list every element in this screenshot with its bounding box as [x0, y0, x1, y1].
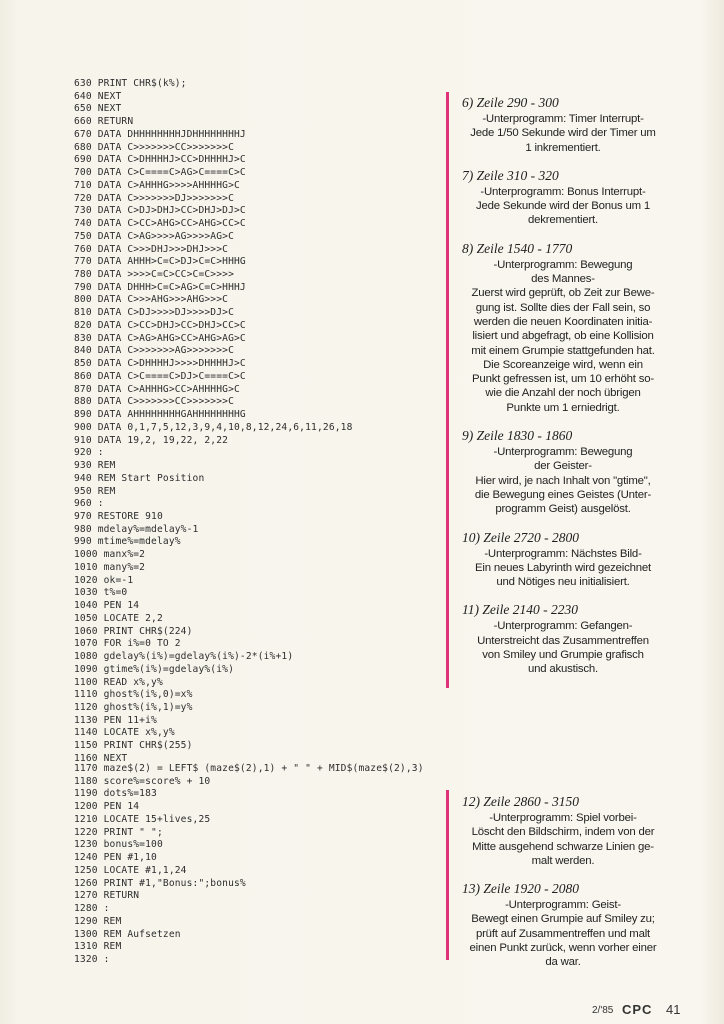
note-heading: 10) Zeile 2720 - 2800 [462, 529, 579, 545]
code-line: 720 DATA C>>>>>>>DJ>>>>>>>C [74, 192, 234, 204]
code-line: 1170 maze$(2) = LEFT$ (maze$(2),1) + " " + MID$(maze$(2),3) [74, 763, 424, 774]
note-line: einen Punkt zurück, wenn vorher einer [469, 942, 657, 955]
note-heading: 7) Zeile 310 - 320 [462, 167, 559, 183]
code-line: 1040 PEN 14 [74, 600, 140, 612]
note-line: malt werden. [531, 854, 595, 867]
note-heading: 6) Zeile 290 - 300 [462, 95, 559, 110]
code-line: 860 DATA C>C====C>DJ>C====C>C [74, 370, 246, 382]
code-line: 830 DATA C>AG>AHG>CC>AHG>AG>C [74, 332, 246, 344]
code-line: 1000 manx%=2 [74, 549, 146, 561]
annotation-note [458, 241, 668, 415]
note-line: von Smiley und Grumpie grafisch [482, 649, 644, 662]
code-line: 1140 LOCATE x%,y% [74, 727, 175, 739]
code-line: 1240 PEN #1,10 [74, 852, 157, 864]
note-line: mit einem Grumpie stattgefunden hat. [471, 344, 655, 357]
code-line: 1320 : [74, 954, 110, 966]
note-body [458, 185, 668, 228]
note-line: -Unterprogramm: Gefangen- [493, 620, 633, 633]
note-line: Unterstreicht das Zusammentreffen [477, 634, 649, 647]
code-line: 1060 PRINT CHR$(224) [74, 625, 193, 637]
code-line: 1020 ok=-1 [74, 574, 134, 586]
code-line: 1110 ghost%(i%,0)=x% [74, 689, 193, 701]
code-line: 810 DATA C>DJ>>>>DJ>>>>DJ>C [74, 307, 234, 319]
note-line: Punkte um 1 erniedrigt. [506, 401, 620, 414]
annotation-note [458, 794, 668, 868]
note-line: da war. [545, 956, 581, 969]
code-line: 910 DATA 19,2, 19,22, 2,22 [74, 434, 229, 446]
magazine-name: CPC [622, 1002, 653, 1017]
code-line: 630 PRINT CHR$(k%); [74, 78, 187, 89]
note-heading: 13) Zeile 1920 - 2080 [462, 881, 579, 897]
note-line: Die Scoreanzeige wird, wenn ein [483, 358, 643, 371]
code-line: 960 : [74, 498, 104, 510]
code-line: 1150 PRINT CHR$(255) [74, 740, 193, 752]
code-line: 780 DATA >>>>C=C>CC>C=C>>>> [74, 269, 234, 281]
note-line: -Unterprogramm: Timer Interrupt- [482, 113, 644, 125]
notes-column-top [458, 95, 668, 690]
code-line: 1120 ghost%(i%,1)=y% [74, 701, 193, 713]
note-line: Jede 1/50 Sekunde wird der Timer um [470, 127, 656, 140]
note-line: -Unterprogramm: Nächstes Bild- [484, 547, 642, 560]
note-line: die Bewegung eines Geistes (Unter- [474, 488, 652, 501]
code-line: 950 REM [74, 485, 116, 497]
code-line: 680 DATA C>>>>>>>CC>>>>>>>C [74, 141, 234, 153]
code-line: 1200 PEN 14 [74, 801, 140, 813]
code-line: 980 mdelay%=mdelay%-1 [74, 523, 199, 535]
code-line: 820 DATA C>CC>DHJ>CC>DHJ>CC>C [74, 319, 246, 331]
annotation-note [458, 168, 668, 228]
code-line: 1250 LOCATE #1,1,24 [74, 864, 187, 876]
note-body [458, 547, 668, 590]
note-line: Bewegt einen Grumpie auf Smiley zu; [471, 913, 655, 926]
note-line: -Unterprogramm: Bewegung [493, 258, 633, 271]
accent-bar-bottom [446, 790, 449, 960]
code-line: 1290 REM [74, 915, 122, 927]
note-line: gung ist. Sollte dies der Fall sein, so [475, 301, 651, 314]
note-line: Jede Sekunde wird der Bonus um 1 [475, 200, 651, 213]
code-line: 840 DATA C>>>>>>>AG>>>>>>>C [74, 345, 234, 357]
note-line: Ein neues Labyrinth wird gezeichnet [475, 561, 651, 574]
code-line: 1210 LOCATE 15+lives,25 [74, 813, 211, 825]
note-body [458, 112, 668, 155]
note-heading: 11) Zeile 2140 - 2230 [462, 602, 578, 618]
annotation-note [458, 602, 668, 676]
code-line: 1220 PRINT " "; [74, 826, 163, 838]
code-line: 800 DATA C>>>AHG>>>AHG>>>C [74, 294, 229, 306]
basic-listing-top [74, 78, 449, 766]
note-body [458, 258, 668, 415]
note-line: wie die Anzahl der noch übrigen [485, 387, 641, 400]
code-line: 640 NEXT [74, 90, 122, 102]
code-line: 850 DATA C>DHHHHJ>>>>DHHHHJ>C [74, 358, 246, 370]
note-line: Mitte ausgehend schwarze Linien ge- [472, 840, 654, 853]
code-line: 900 DATA 0,1,7,5,12,3,9,4,10,8,12,24,6,11,26,18 [74, 421, 353, 433]
note-line: -Unterprogramm: Geist- [505, 899, 621, 912]
note-line: prüft auf Zusammentreffen und malt [475, 927, 651, 940]
code-line: 790 DATA DHHH>C=C>AG>C=C>HHHJ [74, 281, 246, 293]
page-number: 41 [666, 1002, 681, 1017]
note-line: der Geister- [534, 460, 592, 473]
code-line: 1230 bonus%=100 [74, 839, 163, 851]
note-line: 1 inkrementiert. [525, 141, 601, 154]
note-line: -Unterprogramm: Bewegung [493, 446, 633, 459]
issue-label: 2/'85 [592, 1005, 614, 1016]
code-line: 1010 many%=2 [74, 561, 146, 573]
note-line: und Nötiges neu initialisiert. [496, 576, 630, 589]
code-line: 690 DATA C>DHHHHJ>CC>DHHHHJ>C [74, 154, 246, 166]
annotation-note [458, 428, 668, 516]
note-line: werden die neuen Koordinaten initia- [473, 315, 653, 328]
code-line: 1260 PRINT #1,"Bonus:";bonus% [74, 877, 246, 889]
code-line: 1160 NEXT [74, 752, 128, 764]
code-line: 710 DATA C>AHHHG>>>>AHHHHG>C [74, 179, 240, 191]
code-line: 1300 REM Aufsetzen [74, 928, 181, 940]
annotation-note [458, 95, 668, 155]
code-line: 1270 RETURN [74, 890, 140, 902]
note-line: lisiert und abgefragt, ob eine Kollision [472, 330, 654, 343]
note-line: Hier wird, je nach Inhalt von "gtime", [475, 474, 651, 487]
code-line: 970 RESTORE 910 [74, 510, 163, 522]
code-line: 1070 FOR i%=0 TO 2 [74, 638, 181, 650]
code-line: 990 mtime%=mdelay% [74, 536, 181, 548]
code-line: 1190 dots%=183 [74, 788, 157, 800]
note-line: -Unterprogramm: Spiel vorbei- [489, 812, 637, 824]
code-line: 660 RETURN [74, 116, 134, 128]
note-heading: 12) Zeile 2860 - 3150 [462, 794, 579, 809]
note-heading: 8) Zeile 1540 - 1770 [462, 240, 573, 256]
code-line: 1030 t%=0 [74, 587, 128, 599]
code-line: 1310 REM [74, 941, 122, 953]
note-line: Punkt gefressen ist, um 10 erhöht so- [472, 373, 654, 386]
code-line: 750 DATA C>AG>>>>AG>>>>AG>C [74, 230, 234, 242]
note-line: Löscht den Bildschirm, indem von der [471, 826, 655, 839]
code-line: 650 NEXT [74, 103, 122, 115]
code-line: 1090 gtime%(i%)=gdelay%(i%) [74, 663, 234, 675]
code-line: 1100 READ x%,y% [74, 676, 163, 688]
code-line: 940 REM Start Position [74, 472, 205, 484]
code-line: 700 DATA C>C====C>AG>C====C>C [74, 167, 246, 179]
note-line: -Unterprogramm: Bonus Interrupt- [480, 185, 646, 198]
code-line: 880 DATA C>>>>>>>CC>>>>>>>C [74, 396, 234, 408]
code-line: 1080 gdelay%(i%)=gdelay%(i%)-2*(i%+1) [74, 651, 294, 663]
note-body [458, 619, 668, 676]
code-line: 1050 LOCATE 2,2 [74, 612, 163, 624]
code-line: 870 DATA C>AHHHG>CC>AHHHHG>C [74, 383, 240, 395]
note-heading: 9) Zeile 1830 - 1860 [462, 428, 573, 444]
annotation-note [458, 530, 668, 590]
annotation-note [458, 881, 668, 969]
accent-bar-top [446, 92, 449, 688]
code-line: 930 REM [74, 460, 116, 472]
code-line: 1130 PEN 11+i% [74, 714, 157, 726]
code-line: 670 DATA DHHHHHHHHJDHHHHHHHHJ [74, 128, 246, 140]
note-line: und akustisch. [527, 663, 598, 676]
note-line: des Mannes- [531, 273, 595, 286]
page-footer [588, 1003, 718, 1023]
notes-column-bottom [458, 794, 668, 983]
code-line: 760 DATA C>>>DHJ>>>DHJ>>>C [74, 243, 229, 255]
code-line: 740 DATA C>CC>AHG>CC>AHG>CC>C [74, 218, 246, 230]
note-body [458, 811, 668, 868]
note-body [458, 898, 668, 969]
note-line: Zuerst wird geprüft, ob Zeit zur Bewe- [471, 287, 655, 300]
code-line: 1180 score%=score% + 10 [74, 775, 211, 787]
note-line: dekrementiert. [527, 214, 598, 227]
code-line: 890 DATA AHHHHHHHHGAHHHHHHHHG [74, 409, 246, 421]
note-line: programm Geist) ausgelöst. [495, 503, 631, 516]
note-body [458, 445, 668, 516]
code-line: 1280 : [74, 903, 110, 915]
code-line: 730 DATA C>DJ>DHJ>CC>DHJ>DJ>C [74, 205, 246, 217]
code-line: 920 : [74, 447, 104, 459]
code-line: 770 DATA AHHH>C=C>DJ>C=C>HHHG [74, 256, 246, 268]
